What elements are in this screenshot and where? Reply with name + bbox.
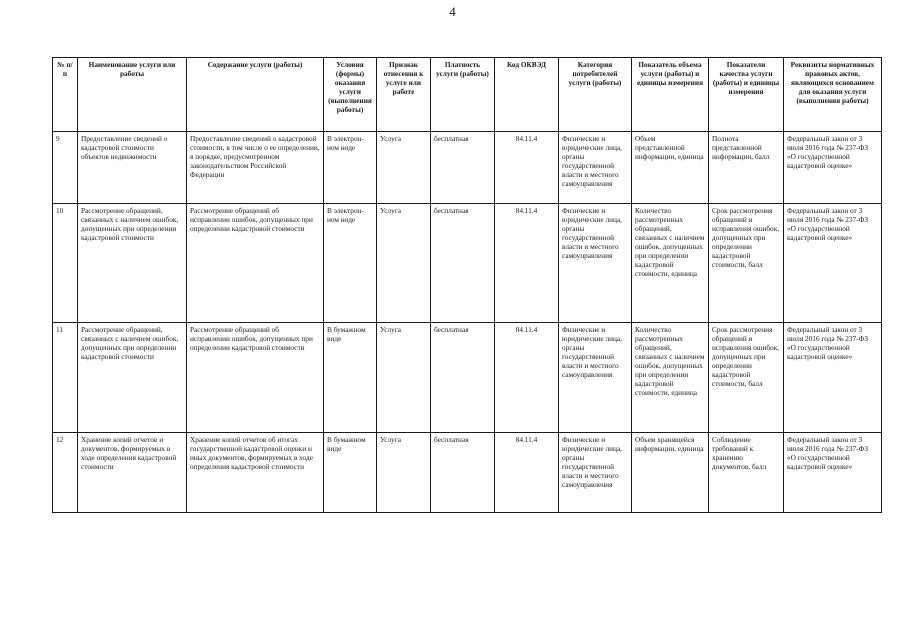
- service-name: Рассмотрение обращений, связанных с наличием ошибок, допущенных при определении кадастровой стоимости: [78, 323, 187, 433]
- volume-indicator: Объем представленной информации, единица: [632, 132, 709, 204]
- service-name: Хранение копий отчетов и документов, формируемых в ходе определения кадастровой стоимости: [78, 433, 187, 513]
- table-row: [53, 132, 882, 204]
- quality-indicator: Соблюдение требований к хранению документов, балл: [709, 433, 784, 513]
- service-fee: бесплатная: [431, 204, 495, 323]
- okved-code: 84.11.4: [495, 204, 559, 323]
- service-name: Предоставление сведений о кадастровой стоимости объектов недвижимости: [78, 132, 187, 204]
- quality-indicator: Полнота представленной информации, балл: [709, 132, 784, 204]
- header-consumer-category: Категория потребителей услуги (работы): [559, 58, 632, 132]
- okved-code: 84.11.4: [495, 323, 559, 433]
- header-service-name: Наименование услуги или работы: [78, 58, 187, 132]
- header-volume-indicator: Показатель объема услуги (работы) и единицы измерения: [632, 58, 709, 132]
- header-fee: Платность услуги (работы): [431, 58, 495, 132]
- service-fee: бесплатная: [431, 323, 495, 433]
- legal-acts: Федеральный закон от 3 июля 2016 года № 237-ФЗ «О государственной кадастровой оценке»: [784, 132, 882, 204]
- consumer-category: Физические и юридические лица, органы государственной власти и местного самоуправления: [559, 204, 632, 323]
- volume-indicator: Количество рассмотренных обращений, связанных с наличием ошибок, допущенных при определении кадастровой стоимости, единица: [632, 323, 709, 433]
- service-name: Рассмотрение обращений, связанных с наличием ошибок, допущенных при определении кадастровой стоимости: [78, 204, 187, 323]
- service-fee: бесплатная: [431, 132, 495, 204]
- service-attribute: Услуга: [377, 132, 431, 204]
- header-conditions: Условия (формы) оказания услуги (выполнения работы): [324, 58, 377, 132]
- service-attribute: Услуга: [377, 204, 431, 323]
- volume-indicator: Количество рассмотренных обращений, связанных с наличием ошибок, допущенных при определении кадастровой стоимости, единица: [632, 204, 709, 323]
- header-attribute: Признак отнесения к услуге или работе: [377, 58, 431, 132]
- table-row: [53, 323, 882, 433]
- consumer-category: Физические и юридические лица, органы государственной власти и местного самоуправления: [559, 323, 632, 433]
- okved-code: 84.11.4: [495, 433, 559, 513]
- header-service-content: Содержание услуги (работы): [187, 58, 324, 132]
- volume-indicator: Объем хранящейся информации, единица: [632, 433, 709, 513]
- service-content: Хранение копий отчетов об итогах государственной кадастровой оценки и иных документов, формируемых в ходе определения кадастровой стоимости: [187, 433, 324, 513]
- table-row: [53, 204, 882, 323]
- row-number: 11: [53, 323, 78, 433]
- header-legal-acts: Реквизиты нормативных правовых актов, являющихся основанием для оказания услуги (выполнения работы): [784, 58, 882, 132]
- service-attribute: Услуга: [377, 323, 431, 433]
- legal-acts: Федеральный закон от 3 июля 2016 года № 237-ФЗ «О государственной кадастровой оценке»: [784, 323, 882, 433]
- consumer-category: Физические и юридические лица, органы государственной власти и местного самоуправления: [559, 132, 632, 204]
- service-content: Предоставление сведений о кадастровой стоимости, в том числе о ее определении, в порядке, предусмотренном законодательством Российской Федерации: [187, 132, 324, 204]
- quality-indicator: Срок рассмотрения обращений и исправления ошибок, допущенных при определении кадастровой стоимости, балл: [709, 323, 784, 433]
- quality-indicator: Срок рассмотрения обращений и исправления ошибок, допущенных при определении кадастровой стоимости, балл: [709, 204, 784, 323]
- table-row: [53, 433, 882, 513]
- service-content: Рассмотрение обращений об исправлении ошибок, допущенных при определении кадастровой стоимости: [187, 204, 324, 323]
- services-table: [52, 57, 882, 513]
- service-conditions: В электрон-ном виде: [324, 132, 377, 204]
- table-header-row: [53, 58, 882, 132]
- header-number: № п/п: [53, 58, 78, 132]
- legal-acts: Федеральный закон от 3 июля 2016 года № 237-ФЗ «О государственной кадастровой оценке»: [784, 204, 882, 323]
- service-conditions: В электрон-ном виде: [324, 204, 377, 323]
- service-conditions: В бумажном виде: [324, 323, 377, 433]
- okved-code: 84.11.4: [495, 132, 559, 204]
- service-fee: бесплатная: [431, 433, 495, 513]
- service-attribute: Услуга: [377, 433, 431, 513]
- legal-acts: Федеральный закон от 3 июля 2016 года № 237-ФЗ «О государственной кадастровой оценке»: [784, 433, 882, 513]
- page-number: 4: [449, 4, 456, 19]
- row-number: 12: [53, 433, 78, 513]
- header-okved-code: Код ОКВЭД: [495, 58, 559, 132]
- consumer-category: Физические и юридические лица, органы государственной власти и местного самоуправления: [559, 433, 632, 513]
- row-number: 10: [53, 204, 78, 323]
- service-conditions: В бумажном виде: [324, 433, 377, 513]
- header-quality-indicator: Показатели качества услуги (работы) и единицы измерения: [709, 58, 784, 132]
- service-content: Рассмотрение обращений об исправлении ошибок, допущенных при определении кадастровой стоимости: [187, 323, 324, 433]
- row-number: 9: [53, 132, 78, 204]
